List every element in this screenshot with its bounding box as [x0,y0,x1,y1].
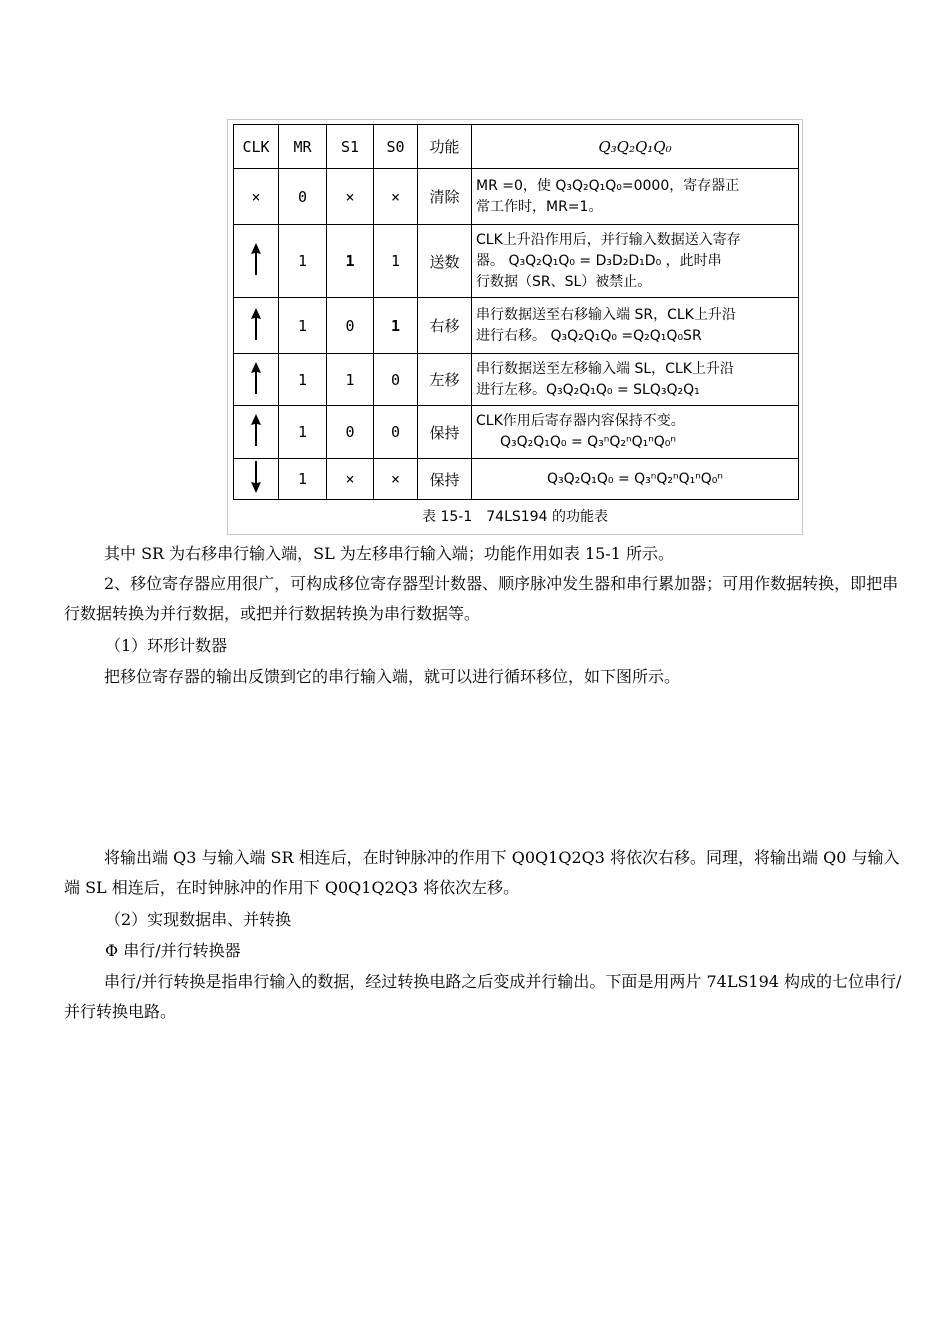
table-row [234,459,799,500]
paragraph: 串行/并行转换是指串行输入的数据，经过转换电路之后变成并行输出。下面是用两片 74LS194 构成的七位串行/并行转换电路。 [64,972,902,1021]
table-row [234,225,799,298]
cell-s1: × [327,459,374,500]
down-arrow-icon [249,461,263,493]
desc-line: 行数据（SR、SL）被禁止。 [476,273,652,290]
table-row [234,406,799,459]
header-function: 功能 [418,125,472,169]
desc-line: Q₃Q₂Q₁Q₀ = Q₃ⁿQ₂ⁿQ₁ⁿQ₀ⁿ [547,470,723,487]
cell-s0: 1 [374,225,418,298]
up-arrow-icon [249,308,263,340]
header-mr: MR [279,125,327,169]
cell-s0: 0 [374,354,418,406]
up-arrow-icon [249,414,263,446]
section-heading: （2）实现数据串、并转换 [105,910,292,929]
up-arrow-icon [249,243,263,275]
desc-line: MR =0，使 Q₃Q₂Q₁Q₀=0000，寄存器正 [476,177,740,194]
cell-mr: 0 [279,169,327,225]
cell-function: 右移 [418,298,472,354]
cell-function: 送数 [418,225,472,298]
cell-s1: 1 [327,225,374,298]
section-heading: Φ 串行/并行转换器 [105,941,241,960]
function-table [233,124,799,500]
cell-description [472,459,799,500]
header-clk: CLK [234,125,279,169]
cell-description [472,225,799,298]
cell-s0: × [374,459,418,500]
cell-s1: 0 [327,406,374,459]
function-table-figure [227,119,803,535]
header-s1: S1 [327,125,374,169]
desc-line: 串行数据送至左移输入端 SL，CLK上升沿 [476,360,734,377]
table-caption: 表 15-1 74LS194 的功能表 [422,509,608,525]
header-outputs: Q₃Q₂Q₁Q₀ [472,125,799,169]
desc-line: 串行数据送至右移输入端 SR，CLK上升沿 [476,306,736,323]
cell-description [472,406,799,459]
cell-clk [234,298,279,354]
up-arrow-icon [249,362,263,394]
table-row [234,169,799,225]
cell-clk [234,225,279,298]
cell-s0: 0 [374,406,418,459]
cell-description [472,169,799,225]
cell-s0: 1 [374,298,418,354]
paragraph: 将输出端 Q3 与输入端 SR 相连后，在时钟脉冲的作用下 Q0Q1Q2Q3 将依次右移。同理，将输出端 Q0 与输入端 SL 相连后，在时钟脉冲的作用下 Q0Q1Q2Q3 将依次左移。 [64,848,900,897]
cell-description [472,298,799,354]
desc-line: 进行右移。 Q₃Q₂Q₁Q₀ =Q₂Q₁Q₀SR [476,327,702,344]
table-header-row [234,125,799,169]
cell-s1: 0 [327,298,374,354]
cell-mr: 1 [279,459,327,500]
cell-mr: 1 [279,354,327,406]
paragraph: 2、移位寄存器应用很广，可构成移位寄存器型计数器、顺序脉冲发生器和串行累加器；可用作数据转换，即把串行数据转换为并行数据，或把并行数据转换为串行数据等。 [64,574,899,623]
table-row [234,298,799,354]
desc-line: 常工作时，MR=1。 [476,198,603,215]
desc-line: Q₃Q₂Q₁Q₀ = Q₃ⁿQ₂ⁿQ₁ⁿQ₀ⁿ [500,434,676,450]
cell-function: 清除 [418,169,472,225]
paragraph: 把移位寄存器的输出反馈到它的串行输入端，就可以进行循环移位，如下图所示。 [104,667,681,686]
cell-s1: × [327,169,374,225]
desc-line: 器。 Q₃Q₂Q₁Q₀ = D₃D₂D₁D₀ ，此时串 [476,252,722,269]
cell-clk [234,354,279,406]
header-s0: S0 [374,125,418,169]
cell-clk [234,459,279,500]
cell-clk: × [234,169,279,225]
desc-line: CLK作用后寄存器内容保持不变。 [476,413,685,429]
cell-function: 左移 [418,354,472,406]
desc-line: CLK上升沿作用后，并行输入数据送入寄存 [476,231,741,248]
table-row [234,354,799,406]
cell-mr: 1 [279,406,327,459]
cell-function: 保持 [418,459,472,500]
cell-function: 保持 [418,406,472,459]
paragraph: 其中 SR 为右移串行输入端，SL 为左移串行输入端；功能作用如表 15-1 所示。 [104,544,674,563]
section-heading: （1）环形计数器 [105,636,228,655]
cell-mr: 1 [279,225,327,298]
cell-s0: × [374,169,418,225]
cell-clk [234,406,279,459]
cell-description [472,354,799,406]
cell-s1: 1 [327,354,374,406]
desc-line: 进行左移。Q₃Q₂Q₁Q₀ = SLQ₃Q₂Q₁ [476,381,700,398]
cell-mr: 1 [279,298,327,354]
